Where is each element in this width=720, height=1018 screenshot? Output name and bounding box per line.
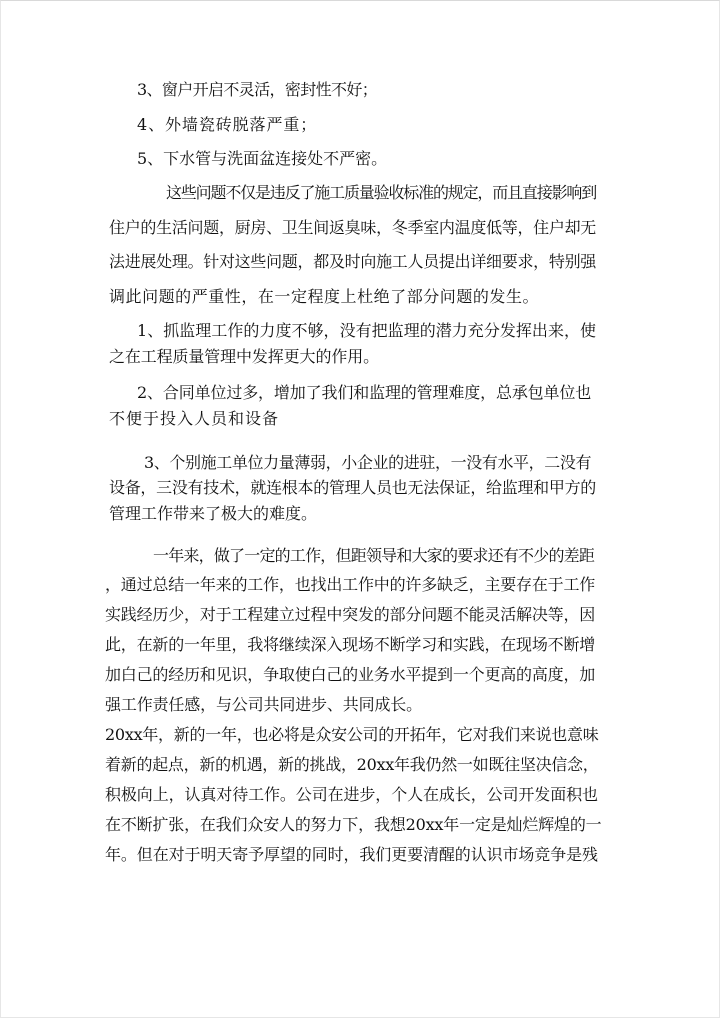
text-line: 5、下水管与洗面盆连接处不严密。 xyxy=(137,149,388,168)
text-line: 年。但在对于明天寄予厚望的同时，我们更要清醒的认识市场竞争是残 xyxy=(105,845,598,864)
text-line: 着新的起点，新的机遇，新的挑战，20xx年我仍然一如既往坚决信念， xyxy=(105,755,599,774)
text-line: 积极向上，认真对待工作。公司在进步，个人在成长，公司开发面积也 xyxy=(105,785,598,804)
text-line: 管理工作带来了极大的难度。 xyxy=(109,504,318,523)
text-line: ，通过总结一年来的工作，也找出工作中的许多缺乏，主要存在于工作 xyxy=(105,575,596,594)
text-line: 3、个别施工单位力量薄弱，小企业的进驻，一没有水平，二没有 xyxy=(144,453,592,472)
text-line: 调此问题的严重性，在一定程度上杜绝了部分问题的发生。 xyxy=(109,287,540,306)
text-line: 加白己的经历和见识，争取使白己的业务水平提到一个更高的高度，加 xyxy=(105,665,596,684)
text-line: 这些问题不仅是违反了施工质量验收标准的规定，而且直接影响到 xyxy=(166,183,597,202)
text-line: 之在工程质量管理中发挥更大的作用。 xyxy=(109,347,379,366)
text-line: 2、合同单位过多，增加了我们和监理的管理难度，总承包单位也 xyxy=(137,383,592,402)
text-line: 设备，三没有技术，就连根本的管理人员也无法保证，给监理和甲方的 xyxy=(109,478,597,497)
text-line: 20xx年，新的一年，也必将是众安公司的开拓年，它对我们来说也意味 xyxy=(105,725,599,744)
text-line: 一年来，做了一定的工作，但距领导和大家的要求还有不少的差距 xyxy=(153,546,595,565)
text-line: 4、外墙瓷砖脱落严重； xyxy=(137,115,318,134)
text-line: 此，在新的一年里，我将继续深入现场不断学习和实践，在现场不断增 xyxy=(105,635,596,654)
text-line: 实践经历少，对于工程建立过程中突发的部分问题不能灵活解决等，因 xyxy=(105,605,596,624)
text-line: 不便于投入人员和设备 xyxy=(109,409,280,428)
text-line: 3、窗户开启不灵活，密封性不好； xyxy=(137,80,378,99)
text-line: 住户的生活问题，厨房、卫生间返臭味，冬季室内温度低等，住户却无 xyxy=(109,218,597,237)
text-line: 法进展处理。针对这些问题，都及时向施工人员提出详细要求，特别强 xyxy=(109,252,597,271)
text-line: 1、抓监理工作的力度不够，没有把监理的潜力充分发挥出来，使 xyxy=(137,321,597,340)
text-line: 强工作责任感，与公司共同进步、共同成长。 xyxy=(105,695,423,714)
text-line: 在不断扩张，在我们众安人的努力下，我想20xx年一定是灿烂辉煌的一 xyxy=(105,815,602,834)
